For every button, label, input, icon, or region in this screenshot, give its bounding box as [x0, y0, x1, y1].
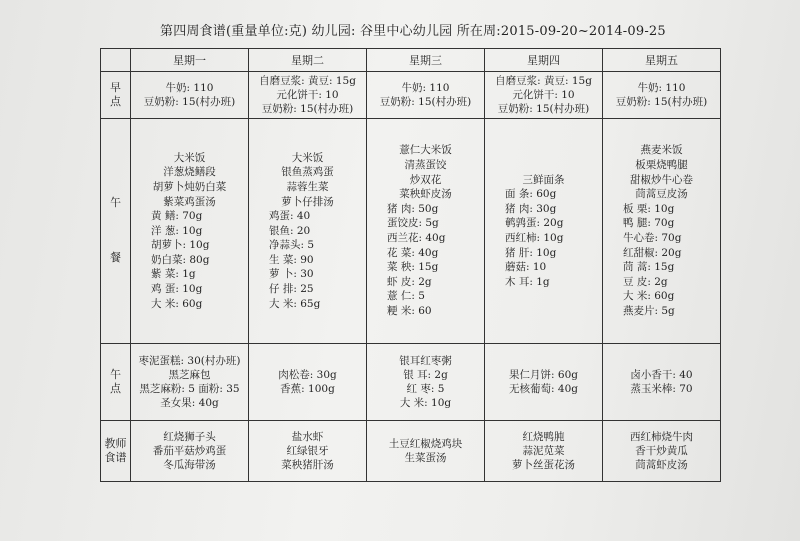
ingredient-line: 大 米: 60g: [151, 297, 203, 310]
ingredient-line: 木 耳: 1g: [505, 275, 550, 288]
menu-line: 银 耳: 2g: [403, 369, 448, 381]
day-header: 星期四: [485, 49, 603, 72]
menu-line: 冬瓜海带汤: [163, 459, 216, 471]
dish-name: 板栗烧鸭腿: [635, 159, 688, 172]
menu-line: 萝卜丝蛋花汤: [512, 459, 575, 471]
ingredient-line: 燕麦片: 5g: [623, 304, 675, 317]
ingredient-line: 鸡蛋: 40: [269, 210, 311, 223]
teacher-cell: [485, 421, 603, 482]
ingredient-line: 西红柿: 10g: [505, 232, 564, 244]
ingredient-line: 大 米: 60g: [623, 290, 675, 303]
row-label-lunch: [101, 119, 131, 344]
ingredient-line: 奶白菜: 80g: [151, 253, 210, 266]
day-header: 星期五: [603, 49, 721, 72]
menu-line: 果仁月饼: 60g: [509, 369, 578, 381]
dish-name: 清蒸蛋饺: [404, 159, 447, 172]
row-label-breakfast: [101, 72, 131, 119]
row-label-char: 餐: [110, 251, 121, 264]
menu-line: 生菜蛋汤: [404, 452, 447, 464]
dish-name: 茼蒿豆皮汤: [635, 188, 688, 201]
menu-line: 盐水虾: [291, 431, 324, 443]
ingredient-line: 鸭 腿: 70g: [623, 217, 675, 230]
teacher-cell: [367, 421, 485, 482]
row-label-char: 早: [110, 81, 121, 94]
ingredient-line: 蛋饺皮: 5g: [387, 217, 439, 230]
ingredient-line: 胡萝卜: 10g: [151, 239, 210, 252]
menu-line: 豆奶粉: 15(村办班): [379, 96, 472, 108]
teacher-cell: [131, 421, 249, 482]
menu-line: 番茄平菇炒鸡蛋: [152, 445, 227, 457]
day-header: 星期二: [249, 49, 367, 72]
snack-row: [101, 344, 721, 421]
ingredient-line: 洋 葱: 10g: [151, 224, 203, 237]
menu-line: 豆奶粉: 15(村办班): [497, 103, 590, 115]
breakfast-cell: [249, 72, 367, 119]
ingredient-line: 萝 卜: 30: [269, 268, 314, 281]
menu-line: 西红柿烧牛肉: [630, 431, 693, 443]
ingredient-line: 猪 肉: 50g: [387, 202, 439, 215]
breakfast-cell: [131, 72, 249, 119]
lunch-cell: [131, 119, 249, 344]
menu-table: [100, 48, 721, 482]
ingredient-line: 鹌鹑蛋: 20g: [505, 217, 564, 230]
row-label-text: 食谱: [104, 451, 127, 464]
day-header: 星期一: [131, 49, 249, 72]
menu-line: 牛奶: 110: [401, 82, 450, 94]
teacher-cell: [603, 421, 721, 482]
dish-name: 炒双花: [409, 173, 442, 186]
row-label-char: 午: [110, 368, 121, 381]
ingredient-line: 粳 米: 60: [387, 304, 432, 317]
ingredient-line: 西兰花: 40g: [387, 232, 446, 244]
dish-name: 银鱼蒸鸡蛋: [281, 166, 334, 179]
ingredient-line: 鸡 蛋: 10g: [151, 283, 203, 296]
ingredient-line: 板 栗: 10g: [623, 202, 675, 215]
ingredient-line: 牛心卷: 70g: [623, 232, 682, 244]
ingredient-line: 生 菜: 90: [269, 253, 314, 266]
menu-line: 香蕉: 100g: [280, 383, 335, 395]
ingredient-line: 仔 排: 25: [269, 283, 314, 296]
menu-line: 红烧狮子头: [163, 431, 216, 443]
lunch-cell: [367, 119, 485, 344]
snack-cell: [131, 344, 249, 421]
day-header: 星期三: [367, 49, 485, 72]
lunch-row: [101, 119, 721, 344]
breakfast-row: [101, 72, 721, 119]
snack-cell: [249, 344, 367, 421]
dish-name: 紫菜鸡蛋汤: [163, 195, 216, 208]
dish-name: 胡萝卜炖奶白菜: [152, 180, 227, 193]
ingredient-line: 银鱼: 20: [269, 224, 311, 237]
row-label-teacher: [101, 421, 131, 482]
row-label-char: 点: [110, 382, 121, 395]
dish-name: 三鲜面条: [522, 173, 565, 186]
menu-line: 黑芝麻粉: 5 面粉: 35: [139, 383, 240, 395]
menu-line: 红 枣: 5: [406, 383, 445, 395]
menu-line: 大 米: 10g: [399, 397, 452, 409]
snack-cell: [485, 344, 603, 421]
menu-line: 自磨豆浆: 黄豆: 15g: [495, 75, 592, 87]
ingredient-line: 虾 皮: 2g: [387, 275, 432, 288]
dish-name: 菜秧虾皮汤: [399, 188, 452, 201]
row-label-snack: [101, 344, 131, 421]
ingredient-line: 黄 鳝: 70g: [151, 210, 203, 223]
dish-name: 甜椒炒牛心卷: [630, 173, 693, 186]
menu-line: 黑芝麻包: [168, 369, 211, 381]
lunch-cell: [603, 119, 721, 344]
corner-cell: [101, 49, 131, 72]
menu-line: 红烧鸭肫: [522, 431, 565, 443]
menu-line: 元化饼干: 10: [276, 89, 339, 101]
menu-line: 香干炒黄瓜: [635, 445, 688, 457]
ingredient-line: 紫 菜: 1g: [151, 268, 196, 281]
ingredient-line: 蘑菇: 10: [505, 261, 547, 274]
menu-line: 卤小香干: 40: [630, 369, 693, 381]
menu-line: 蒜泥苋菜: [522, 445, 565, 457]
ingredient-line: 茼 蒿: 15g: [623, 261, 675, 274]
ingredient-line: 花 菜: 40g: [387, 246, 439, 259]
lunch-cell: [249, 119, 367, 344]
teacher-row: [101, 421, 721, 482]
page-title: 第四周食谱(重量单位:克) 幼儿园: 谷里中心幼儿园 所在周:2015-09-20~2014-09-25: [160, 24, 666, 39]
ingredient-line: 净蒜头: 5: [269, 239, 315, 252]
row-label-char: 点: [110, 95, 121, 108]
menu-line: 茼蒿虾皮汤: [635, 459, 688, 471]
dish-name: 薏仁大米饭: [399, 144, 452, 157]
menu-line: 圣女果: 40g: [160, 397, 219, 409]
menu-line: 无核葡萄: 40g: [509, 383, 578, 395]
menu-line: 蒸玉米棒: 70: [630, 383, 693, 395]
menu-line: 自磨豆浆: 黄豆: 15g: [259, 75, 356, 87]
ingredient-line: 面 条: 60g: [505, 188, 557, 201]
menu-line: 银耳红枣粥: [399, 355, 452, 367]
header-row: [101, 49, 721, 72]
menu-line: 元化饼干: 10: [512, 89, 575, 101]
menu-line: 菜秧猪肝汤: [281, 459, 334, 471]
breakfast-cell: [603, 72, 721, 119]
dish-name: 蒜蓉生菜: [286, 180, 329, 193]
dish-name: 大米饭: [173, 151, 206, 164]
dish-name: 大米饭: [291, 151, 324, 164]
menu-line: 豆奶粉: 15(村办班): [143, 96, 236, 108]
row-label-char: 午: [110, 196, 121, 210]
snack-cell: [367, 344, 485, 421]
menu-line: 土豆红椒烧鸡块: [388, 438, 463, 450]
menu-line: 豆奶粉: 15(村办班): [261, 103, 354, 115]
ingredient-line: 大 米: 65g: [269, 297, 321, 310]
menu-line: 红绿银牙: [286, 445, 329, 457]
ingredient-line: 猪 肝: 10g: [505, 246, 557, 259]
ingredient-line: 薏 仁: 5: [387, 290, 425, 303]
breakfast-cell: [367, 72, 485, 119]
snack-cell: [603, 344, 721, 421]
teacher-cell: [249, 421, 367, 482]
dish-name: 洋葱烧鳝段: [163, 166, 216, 179]
ingredient-line: 猪 肉: 30g: [505, 202, 557, 215]
menu-line: 牛奶: 110: [165, 82, 214, 94]
menu-line: 肉松卷: 30g: [278, 369, 337, 381]
breakfast-cell: [485, 72, 603, 119]
dish-name: 燕麦米饭: [640, 144, 683, 157]
ingredient-line: 红甜椒: 20g: [623, 246, 682, 259]
lunch-cell: [485, 119, 603, 344]
row-label-text: 教师: [104, 437, 127, 450]
dish-name: 萝卜仔排汤: [281, 195, 334, 208]
menu-line: 豆奶粉: 15(村办班): [615, 96, 708, 108]
ingredient-line: 菜 秧: 15g: [387, 261, 439, 274]
menu-line: 牛奶: 110: [637, 82, 686, 94]
menu-line: 枣泥蛋糕: 30(村办班): [138, 355, 241, 367]
ingredient-line: 豆 皮: 2g: [623, 275, 668, 288]
